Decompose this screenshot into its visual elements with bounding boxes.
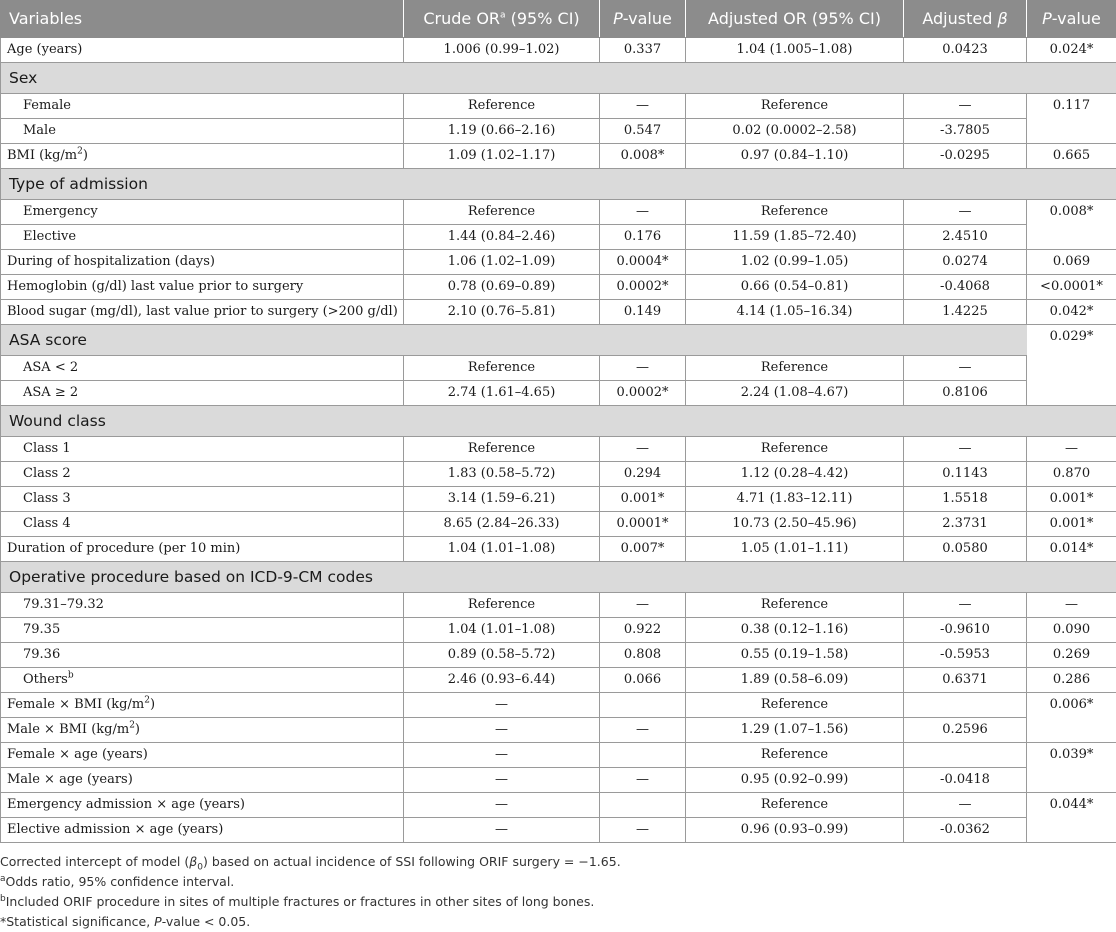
adjusted-or-cell: Reference bbox=[686, 437, 904, 462]
adjusted-or-cell: 1.29 (1.07–1.56) bbox=[686, 718, 904, 743]
section-title: Operative procedure based on ICD-9-CM codes bbox=[1, 562, 1116, 593]
adjusted-p-cell: 0.024* bbox=[1027, 38, 1116, 63]
crude-or-cell: 1.04 (1.01–1.08) bbox=[404, 537, 600, 562]
adjusted-p-cell: 0.001* bbox=[1027, 512, 1116, 537]
table-row bbox=[1, 537, 1116, 562]
beta-cell bbox=[904, 743, 1027, 768]
p-value-cell: — bbox=[600, 94, 686, 119]
adjusted-p-cell: 0.042* bbox=[1027, 300, 1116, 325]
p-value-cell: 0.149 bbox=[600, 300, 686, 325]
section-row-wound bbox=[1, 406, 1116, 437]
beta-cell: 0.6371 bbox=[904, 668, 1027, 693]
table-row bbox=[1, 693, 1116, 718]
p-value-cell: — bbox=[600, 718, 686, 743]
table-row bbox=[1, 793, 1116, 818]
beta-cell: 0.2596 bbox=[904, 718, 1027, 743]
adjusted-or-cell: 1.05 (1.01–1.11) bbox=[686, 537, 904, 562]
adjusted-or-cell: 1.89 (0.58–6.09) bbox=[686, 668, 904, 693]
adjusted-or-cell: 0.02 (0.0002–2.58) bbox=[686, 119, 904, 144]
section-row-asa bbox=[1, 325, 1116, 356]
crude-or-cell: Reference bbox=[404, 94, 600, 119]
adjusted-or-cell: Reference bbox=[686, 200, 904, 225]
adjusted-p-cell: — bbox=[1027, 593, 1116, 618]
crude-or-cell: 1.19 (0.66–2.16) bbox=[404, 119, 600, 144]
row-label: Female bbox=[1, 94, 404, 119]
adjusted-p-cell: <0.0001* bbox=[1027, 275, 1116, 300]
beta-cell: 2.4510 bbox=[904, 225, 1027, 250]
crude-or-cell: 1.006 (0.99–1.02) bbox=[404, 38, 600, 63]
adjusted-or-cell: 4.71 (1.83–12.11) bbox=[686, 487, 904, 512]
table-row bbox=[1, 487, 1116, 512]
adjusted-or-cell: 0.66 (0.54–0.81) bbox=[686, 275, 904, 300]
adjusted-or-cell: 0.38 (0.12–1.16) bbox=[686, 618, 904, 643]
row-label: Male × age (years) bbox=[1, 768, 404, 793]
header-p-value: P-value bbox=[600, 1, 686, 38]
crude-or-cell: 2.74 (1.61–4.65) bbox=[404, 381, 600, 406]
beta-cell: — bbox=[904, 793, 1027, 818]
crude-or-cell: — bbox=[404, 693, 600, 718]
footnote-a: $^a$Odds ratio, 95% confidence interval. bbox=[0, 873, 235, 889]
table-row bbox=[1, 119, 1116, 144]
table-row bbox=[1, 250, 1116, 275]
header-adjusted-or: Adjusted OR (95% CI) bbox=[686, 1, 904, 38]
crude-or-cell: Reference bbox=[404, 200, 600, 225]
crude-or-cell: — bbox=[404, 743, 600, 768]
p-value-cell: 0.922 bbox=[600, 618, 686, 643]
p-value-cell: 0.808 bbox=[600, 643, 686, 668]
section-title: Sex bbox=[1, 63, 1116, 94]
row-label: Class 3 bbox=[1, 487, 404, 512]
row-label: Emergency admission × age (years) bbox=[1, 793, 404, 818]
row-label: Elective bbox=[1, 225, 404, 250]
row-label: Male bbox=[1, 119, 404, 144]
adjusted-or-cell: 1.02 (0.99–1.05) bbox=[686, 250, 904, 275]
adjusted-or-cell: Reference bbox=[686, 793, 904, 818]
adjusted-or-cell: 1.04 (1.005–1.08) bbox=[686, 38, 904, 63]
row-label: Emergency bbox=[1, 200, 404, 225]
adjusted-p-cell: 0.008* bbox=[1027, 200, 1116, 250]
adjusted-or-cell: 0.55 (0.19–1.58) bbox=[686, 643, 904, 668]
crude-or-cell: 3.14 (1.59–6.21) bbox=[404, 487, 600, 512]
table-row bbox=[1, 618, 1116, 643]
header-variables: Variables bbox=[1, 1, 404, 38]
crude-or-cell: 2.46 (0.93–6.44) bbox=[404, 668, 600, 693]
adjusted-p-cell: 0.069 bbox=[1027, 250, 1116, 275]
row-label: ASA ≥ 2 bbox=[1, 381, 404, 406]
p-value-cell: 0.0002* bbox=[600, 381, 686, 406]
adjusted-p-cell: 0.269 bbox=[1027, 643, 1116, 668]
row-label: BMI $(kg/m^2)$ bbox=[1, 144, 404, 169]
table-row bbox=[1, 275, 1116, 300]
p-value-cell bbox=[600, 743, 686, 768]
adjusted-p-cell: 0.001* bbox=[1027, 487, 1116, 512]
p-value-cell: 0.176 bbox=[600, 225, 686, 250]
adjusted-or-cell: Reference bbox=[686, 94, 904, 119]
beta-cell: 0.0580 bbox=[904, 537, 1027, 562]
beta-cell: 2.3731 bbox=[904, 512, 1027, 537]
section-title: Type of admission bbox=[1, 169, 1116, 200]
beta-cell: -0.0362 bbox=[904, 818, 1027, 843]
adjusted-or-cell: 4.14 (1.05–16.34) bbox=[686, 300, 904, 325]
beta-cell: -0.5953 bbox=[904, 643, 1027, 668]
header-adjusted-beta: Adjusted β bbox=[904, 1, 1027, 38]
p-value-cell: — bbox=[600, 356, 686, 381]
header-crude-or: Crude $OR^a$ (95% CI) bbox=[404, 1, 600, 38]
adjusted-or-cell: 2.24 (1.08–4.67) bbox=[686, 381, 904, 406]
section-row-admission bbox=[1, 169, 1116, 200]
p-value-cell: — bbox=[600, 437, 686, 462]
beta-cell: — bbox=[904, 356, 1027, 381]
crude-or-cell: 0.89 (0.58–5.72) bbox=[404, 643, 600, 668]
table-row bbox=[1, 668, 1116, 693]
row-label: 79.36 bbox=[1, 643, 404, 668]
adjusted-p-cell: 0.039* bbox=[1027, 743, 1116, 793]
p-value-cell: — bbox=[600, 768, 686, 793]
crude-or-cell: 1.04 (1.01–1.08) bbox=[404, 618, 600, 643]
section-title: ASA score bbox=[1, 325, 1027, 356]
crude-or-cell: 1.44 (0.84–2.46) bbox=[404, 225, 600, 250]
table-row bbox=[1, 462, 1116, 487]
table-row bbox=[1, 643, 1116, 668]
table-row bbox=[1, 356, 1116, 381]
p-value-cell: 0.547 bbox=[600, 119, 686, 144]
p-value-cell: 0.0004* bbox=[600, 250, 686, 275]
crude-or-cell: Reference bbox=[404, 356, 600, 381]
adjusted-p-cell: 0.044* bbox=[1027, 793, 1116, 843]
beta-cell: 1.5518 bbox=[904, 487, 1027, 512]
table-row bbox=[1, 144, 1116, 169]
p-value-cell: 0.066 bbox=[600, 668, 686, 693]
adjusted-p-cell: 0.029* bbox=[1027, 325, 1116, 406]
p-value-cell: 0.294 bbox=[600, 462, 686, 487]
crude-or-cell: Reference bbox=[404, 593, 600, 618]
adjusted-p-cell: 0.665 bbox=[1027, 144, 1116, 169]
beta-cell: 1.4225 bbox=[904, 300, 1027, 325]
beta-cell: -0.4068 bbox=[904, 275, 1027, 300]
beta-cell: -0.0295 bbox=[904, 144, 1027, 169]
adjusted-or-cell: 10.73 (2.50–45.96) bbox=[686, 512, 904, 537]
beta-cell: — bbox=[904, 593, 1027, 618]
p-value-cell: 0.007* bbox=[600, 537, 686, 562]
adjusted-or-cell: 11.59 (1.85–72.40) bbox=[686, 225, 904, 250]
table-row bbox=[1, 94, 1116, 119]
crude-or-cell: 1.09 (1.02–1.17) bbox=[404, 144, 600, 169]
row-label: 79.31–79.32 bbox=[1, 593, 404, 618]
crude-or-cell: 2.10 (0.76–5.81) bbox=[404, 300, 600, 325]
row-label: ASA < 2 bbox=[1, 356, 404, 381]
p-value-cell bbox=[600, 793, 686, 818]
table-row bbox=[1, 818, 1116, 843]
header-row bbox=[1, 1, 1116, 38]
crude-or-cell: — bbox=[404, 768, 600, 793]
section-row-icd bbox=[1, 562, 1116, 593]
p-value-cell: 0.337 bbox=[600, 38, 686, 63]
footnote-significance: *Statistical significance, P-value < 0.05. bbox=[0, 914, 251, 929]
row-label: Others$^b$ bbox=[1, 668, 404, 693]
adjusted-or-cell: 0.97 (0.84–1.10) bbox=[686, 144, 904, 169]
crude-or-cell: 1.83 (0.58–5.72) bbox=[404, 462, 600, 487]
row-label: 79.35 bbox=[1, 618, 404, 643]
row-label: Class 2 bbox=[1, 462, 404, 487]
section-title: Wound class bbox=[1, 406, 1116, 437]
adjusted-p-cell: 0.870 bbox=[1027, 462, 1116, 487]
adjusted-or-cell: Reference bbox=[686, 356, 904, 381]
row-label: Age (years) bbox=[1, 38, 404, 63]
row-label: Male × BMI $(kg/m^2)$ bbox=[1, 718, 404, 743]
adjusted-or-cell: 0.95 (0.92–0.99) bbox=[686, 768, 904, 793]
crude-or-cell: — bbox=[404, 818, 600, 843]
adjusted-or-cell: 1.12 (0.28–4.42) bbox=[686, 462, 904, 487]
beta-cell: -0.0418 bbox=[904, 768, 1027, 793]
beta-cell: — bbox=[904, 437, 1027, 462]
adjusted-or-cell: 0.96 (0.93–0.99) bbox=[686, 818, 904, 843]
row-label: During of hospitalization (days) bbox=[1, 250, 404, 275]
beta-cell: — bbox=[904, 94, 1027, 119]
adjusted-p-cell: 0.117 bbox=[1027, 94, 1116, 144]
adjusted-or-cell: Reference bbox=[686, 693, 904, 718]
beta-cell bbox=[904, 693, 1027, 718]
table-row bbox=[1, 225, 1116, 250]
p-value-cell: 0.0001* bbox=[600, 512, 686, 537]
crude-or-cell: 8.65 (2.84–26.33) bbox=[404, 512, 600, 537]
row-label: Female × age (years) bbox=[1, 743, 404, 768]
beta-cell: 0.8106 bbox=[904, 381, 1027, 406]
adjusted-or-cell: Reference bbox=[686, 743, 904, 768]
adjusted-p-cell: 0.006* bbox=[1027, 693, 1116, 743]
table-row bbox=[1, 512, 1116, 537]
table-row bbox=[1, 381, 1116, 406]
table-row bbox=[1, 768, 1116, 793]
beta-cell: 0.0423 bbox=[904, 38, 1027, 63]
adjusted-p-cell: 0.014* bbox=[1027, 537, 1116, 562]
row-label: Hemoglobin (g/dl) last value prior to surgery bbox=[1, 275, 404, 300]
row-label: Class 4 bbox=[1, 512, 404, 537]
adjusted-p-cell: 0.090 bbox=[1027, 618, 1116, 643]
table-row bbox=[1, 593, 1116, 618]
table-row bbox=[1, 743, 1116, 768]
crude-or-cell: Reference bbox=[404, 437, 600, 462]
p-value-cell: 0.001* bbox=[600, 487, 686, 512]
row-label: Duration of procedure (per 10 min) bbox=[1, 537, 404, 562]
table-row bbox=[1, 718, 1116, 743]
table-row bbox=[1, 38, 1116, 63]
table-row bbox=[1, 300, 1116, 325]
table-footnotes bbox=[0, 852, 1116, 932]
row-label: Blood sugar (mg/dl), last value prior to surgery (>200 g/dl) bbox=[1, 300, 404, 325]
crude-or-cell: — bbox=[404, 718, 600, 743]
p-value-cell: — bbox=[600, 593, 686, 618]
crude-or-cell: 1.06 (1.02–1.09) bbox=[404, 250, 600, 275]
p-value-cell: 0.0002* bbox=[600, 275, 686, 300]
adjusted-p-cell: — bbox=[1027, 437, 1116, 462]
beta-cell: -0.9610 bbox=[904, 618, 1027, 643]
footnote-b: $^b$Included ORIF procedure in sites of multiple fractures or fractures in other sites of long bones. bbox=[0, 893, 595, 909]
beta-cell: 0.1143 bbox=[904, 462, 1027, 487]
p-value-cell: 0.008* bbox=[600, 144, 686, 169]
row-label: Female × BMI $(kg/m^2)$ bbox=[1, 693, 404, 718]
section-row-sex bbox=[1, 63, 1116, 94]
table-row bbox=[1, 437, 1116, 462]
p-value-cell: — bbox=[600, 818, 686, 843]
table-row bbox=[1, 200, 1116, 225]
crude-or-cell: 0.78 (0.69–0.89) bbox=[404, 275, 600, 300]
adjusted-or-cell: Reference bbox=[686, 593, 904, 618]
footnote-intercept: Corrected intercept of model $(\beta_0)$ based on actual incidence of SSI following ORIF surgery = −1.65. bbox=[0, 854, 621, 873]
beta-cell: -3.7805 bbox=[904, 119, 1027, 144]
row-label: Class 1 bbox=[1, 437, 404, 462]
beta-cell: — bbox=[904, 200, 1027, 225]
row-label: Elective admission × age (years) bbox=[1, 818, 404, 843]
p-value-cell bbox=[600, 693, 686, 718]
adjusted-p-cell: 0.286 bbox=[1027, 668, 1116, 693]
p-value-cell: — bbox=[600, 200, 686, 225]
crude-or-cell: — bbox=[404, 793, 600, 818]
header-p-value-adjusted: P-value bbox=[1027, 1, 1116, 38]
beta-cell: 0.0274 bbox=[904, 250, 1027, 275]
